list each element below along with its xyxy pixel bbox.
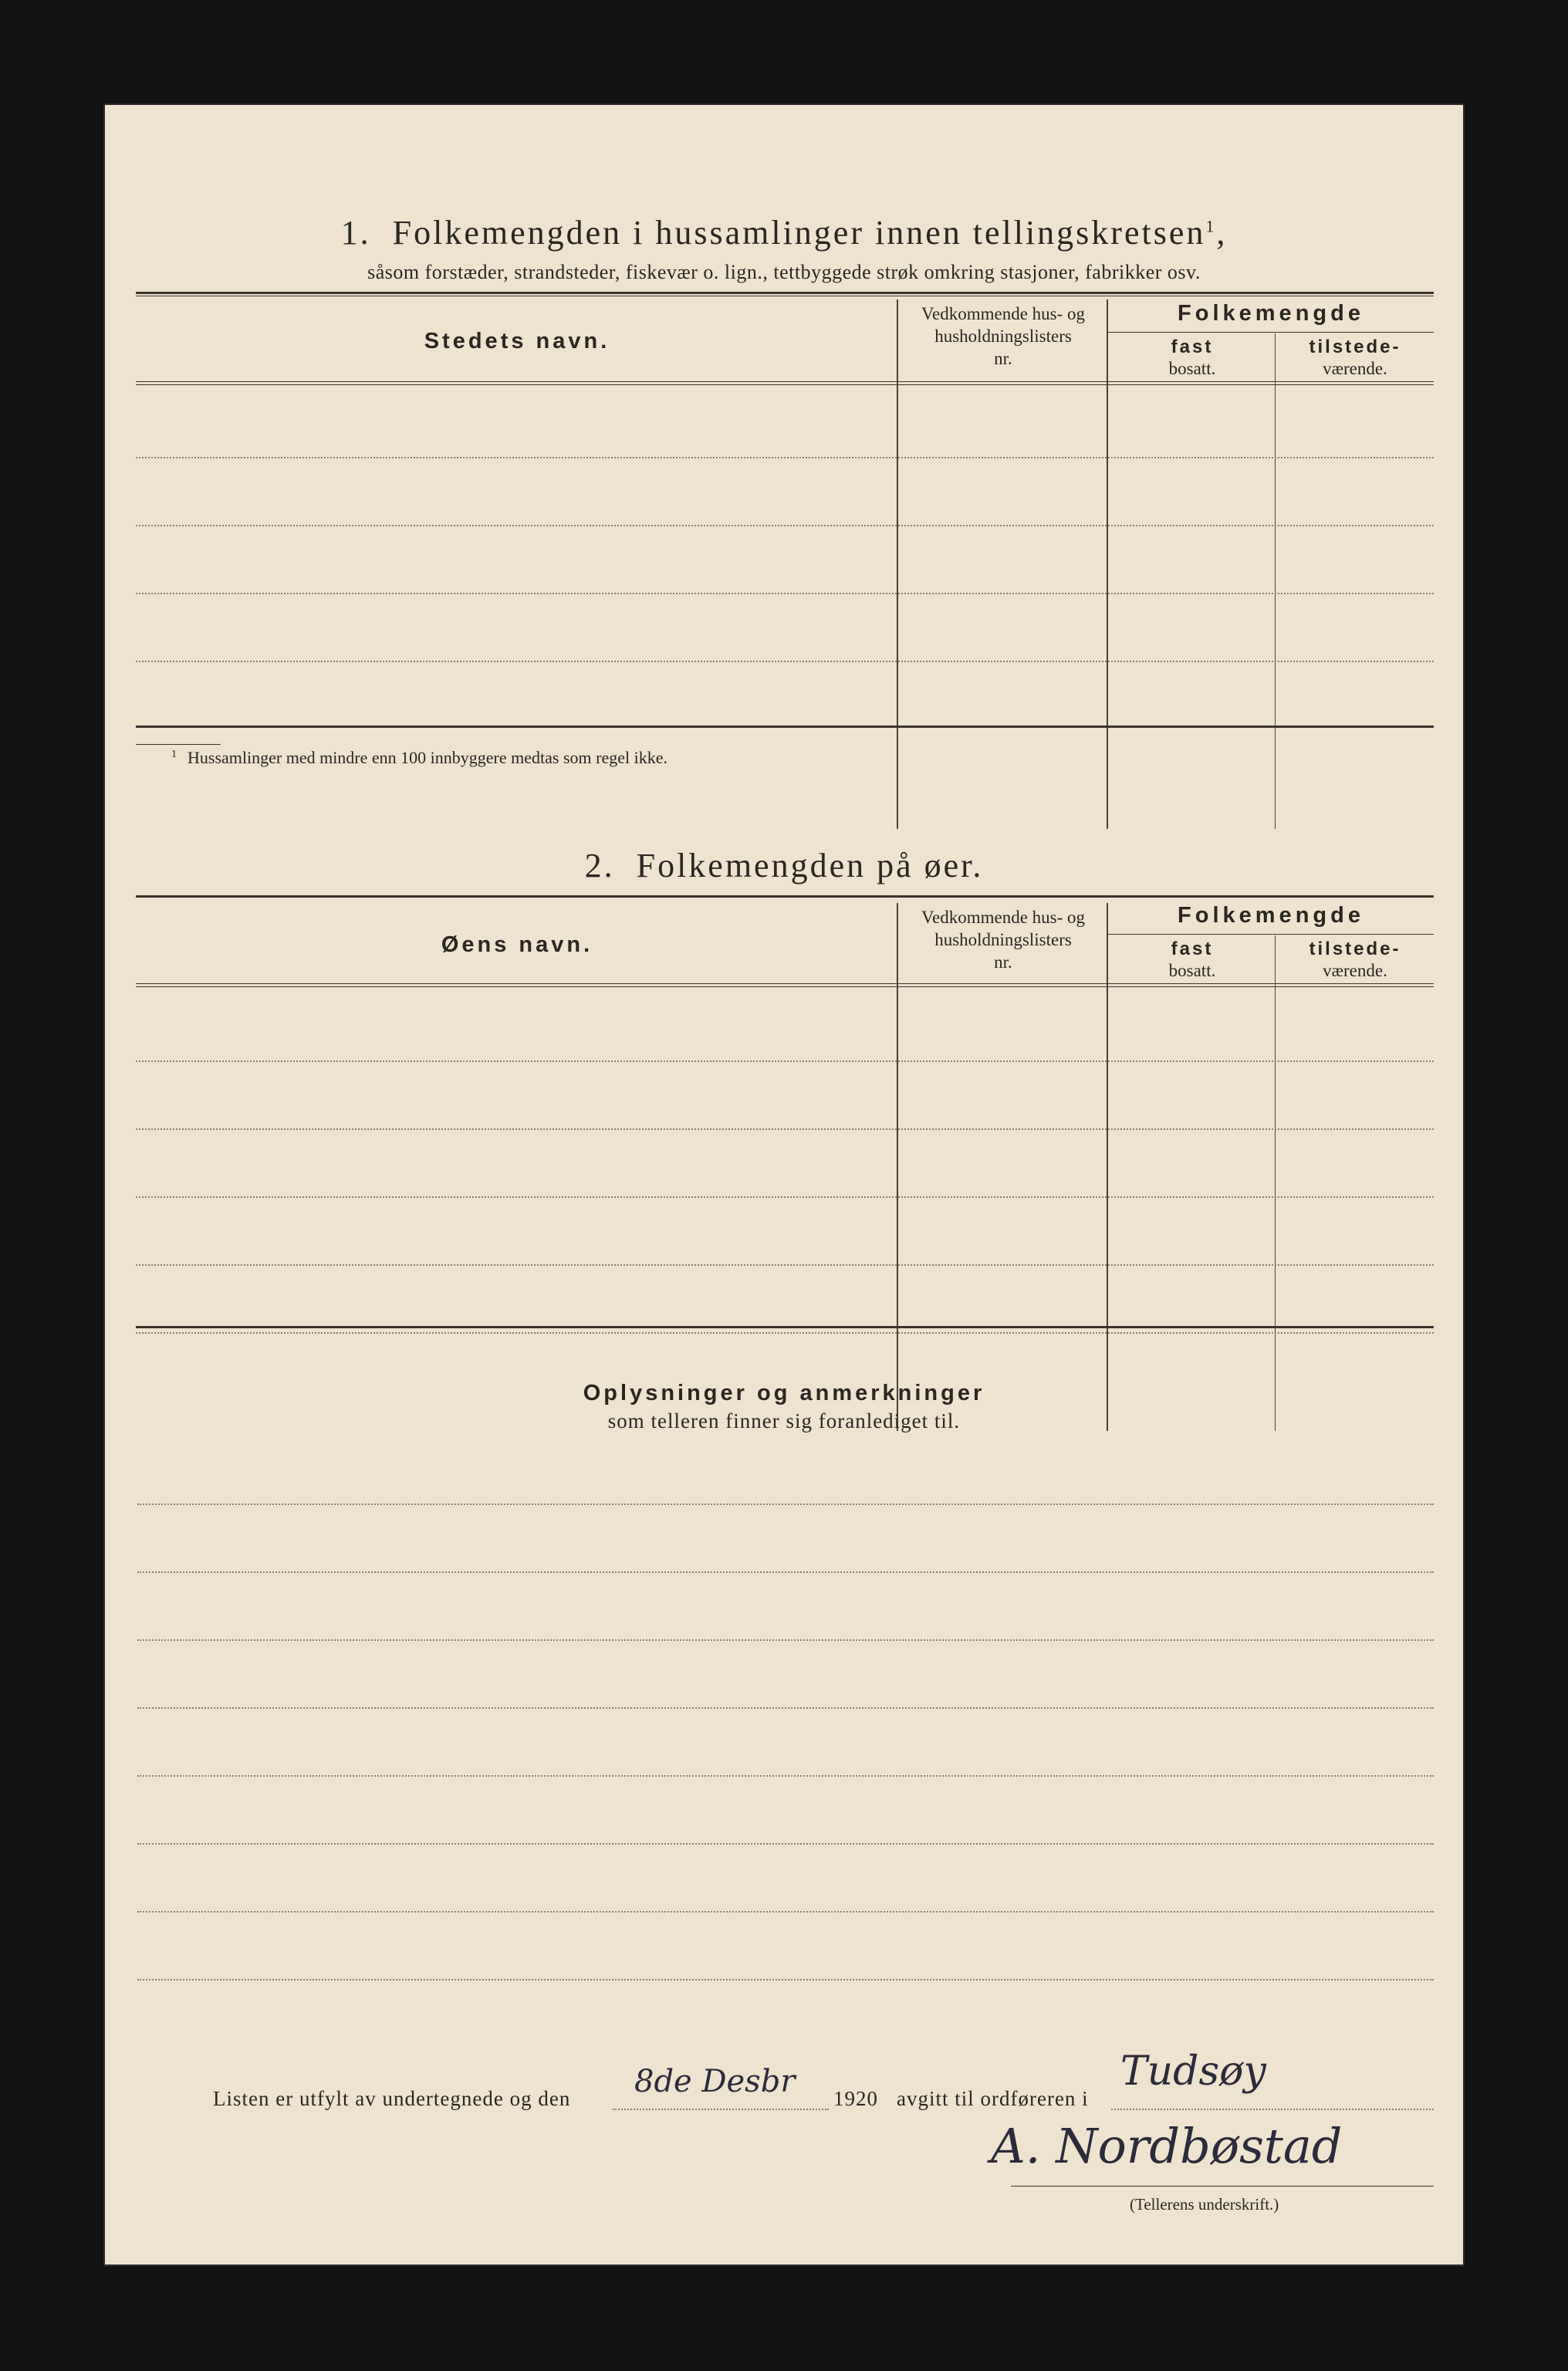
table1-folk-rule [1108, 332, 1434, 333]
remarks-title: Oplysninger og anmerkninger [583, 1381, 985, 1405]
table2-col-list-line2: husholdningslisters [934, 930, 1072, 949]
remarks-subtitle: som telleren finner sig foranlediget til. [607, 1409, 961, 1432]
signature-label: (Tellerens underskrift.) [1130, 2195, 1279, 2214]
table1-col-tilstede-line2: værende. [1323, 359, 1387, 378]
signature-middle: avgitt til ordføreren i [897, 2087, 1089, 2110]
table2-col-fast [1108, 939, 1276, 982]
table2-col-fast-line1: fast [1171, 939, 1214, 959]
remarks-line [137, 1843, 1434, 1845]
signature-rule [1011, 2186, 1434, 2187]
table2-vline-2 [1107, 903, 1108, 1431]
signature-year: 1920 [833, 2087, 878, 2110]
table1-col-name: Stedets navn. [424, 329, 610, 353]
census-form-page [103, 103, 1465, 2266]
table1-col-list-line3: nr. [994, 349, 1012, 368]
section1-number: 1. [340, 214, 371, 252]
remarks-line [137, 1503, 1434, 1505]
table2-col-list-line3: nr. [994, 952, 1012, 972]
table2-row-line [136, 1264, 1434, 1266]
table1-vline-2 [1107, 299, 1108, 829]
date-blank [613, 2109, 829, 2110]
table2-row-line [136, 1332, 1434, 1334]
teller-signature-handwritten: A. Nordbøstad [991, 2118, 1343, 2174]
table2-col-fast-line2: bosatt. [1168, 961, 1216, 980]
table2-header-rule2 [136, 986, 1434, 987]
table2-vline-3 [1275, 935, 1276, 1431]
table1-col-tilstede-line1: tilstede- [1309, 337, 1401, 357]
table1-col-tilstede [1276, 337, 1434, 380]
remarks-line [137, 1979, 1434, 1980]
section2-number: 2. [584, 847, 615, 884]
table1-col-folkemengde: Folkemengde [1178, 301, 1364, 326]
footnote-mark: 1 [171, 748, 177, 760]
table2-col-tilstede-line2: værende. [1323, 961, 1387, 980]
table1-col-list [898, 303, 1108, 370]
section1-title [103, 213, 1465, 252]
remarks-line [137, 1571, 1434, 1573]
table2-bottom-rule [136, 1326, 1434, 1328]
table1-header-rule [136, 381, 1434, 382]
table1-top-rule [136, 292, 1434, 294]
table1-vline-1 [897, 299, 898, 829]
table2-row-line [136, 1196, 1434, 1198]
table2-col-list [898, 906, 1108, 973]
signature-prefix: Listen er utfylt av undertegnede og den [213, 2087, 571, 2110]
section1-title-text: Folkemengden i hussamlinger innen tellingskretsen [392, 214, 1206, 252]
section2-title-text: Folkemengden på øer. [636, 847, 984, 884]
table2-col-tilstede [1276, 939, 1434, 982]
table1-row-line [136, 593, 1434, 594]
table2-col-tilstede-line1: tilstede- [1309, 939, 1401, 959]
remarks-line [137, 1775, 1434, 1777]
table2-folk-rule [1108, 934, 1434, 935]
table2-top-rule [136, 895, 1434, 898]
table2-row-line [136, 1128, 1434, 1130]
table1-row-line [136, 525, 1434, 526]
place-handwritten: Tudsøy [1120, 2048, 1266, 2095]
remarks-line [137, 1639, 1434, 1641]
table1-col-fast [1108, 337, 1276, 380]
table1-col-list-line1: Vedkommende hus- og [921, 304, 1086, 323]
section2-title [103, 846, 1465, 885]
remarks-line [137, 1707, 1434, 1709]
footnote-rule [136, 744, 221, 745]
table1-col-fast-line2: bosatt. [1168, 359, 1216, 378]
table2-header-rule [136, 983, 1434, 984]
table2-col-folkemengde: Folkemengde [1178, 903, 1364, 928]
table1-row-line [136, 661, 1434, 662]
place-blank [1111, 2109, 1434, 2110]
section1-title-suffix: , [1216, 214, 1228, 252]
table1-bottom-rule [136, 726, 1434, 728]
table1-col-fast-line1: fast [1171, 337, 1214, 357]
section1-footnote-mark: 1 [1205, 216, 1217, 236]
section1-subtitle: såsom forstæder, strandsteder, fiskevær o. lign., tettbyggede strøk omkring stasjoner, fabrikker osv. [367, 261, 1201, 283]
table1-col-list-line2: husholdningslisters [934, 326, 1072, 346]
footnote [171, 748, 667, 768]
table2-vline-1 [897, 903, 898, 1431]
table2-row-line [136, 1060, 1434, 1062]
table2-col-name: Øens navn. [441, 932, 593, 957]
table2-col-list-line1: Vedkommende hus- og [921, 908, 1086, 927]
table1-header-rule2 [136, 384, 1434, 385]
date-handwritten: 8de Desbr [634, 2064, 796, 2099]
table1-vline-3 [1275, 333, 1276, 829]
remarks-line [137, 1911, 1434, 1913]
table1-row-line [136, 457, 1434, 458]
footnote-text: Hussamlinger med mindre enn 100 innbyggere medtas som regel ikke. [188, 748, 667, 767]
